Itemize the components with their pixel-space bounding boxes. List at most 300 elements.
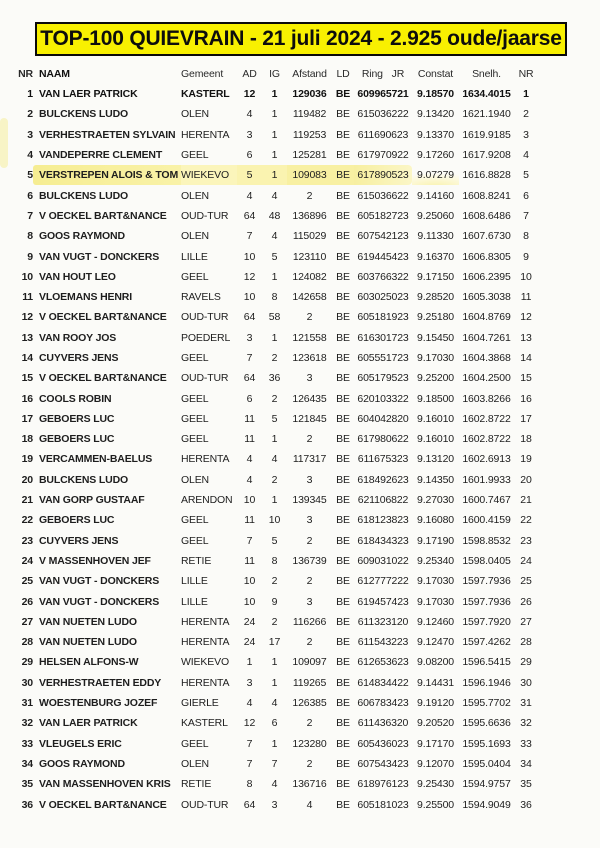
- cell-ring-number: 617980622: [357, 433, 409, 446]
- cell-speed: 1597.7920: [462, 615, 511, 628]
- cell-rank: 16: [21, 392, 33, 405]
- cell-distance: 109097: [292, 656, 327, 669]
- cell-ad: 24: [243, 615, 256, 628]
- cell-country: BE: [336, 534, 350, 547]
- cell-ring-number: 618492623: [357, 473, 409, 486]
- cell-ad: 4: [246, 473, 253, 486]
- table-row: [18, 267, 538, 287]
- cell-distance: 2: [306, 717, 313, 730]
- results-table-body: [18, 84, 538, 815]
- table-row: [18, 226, 538, 246]
- cell-municipality: OLEN: [181, 473, 209, 486]
- cell-ad: 24: [243, 636, 256, 649]
- cell-country: BE: [336, 392, 350, 405]
- cell-ig: 1: [262, 165, 287, 185]
- cell-ig: 1: [271, 494, 278, 507]
- cell-distance: 115029: [292, 230, 327, 243]
- cell-ig: 2: [271, 392, 278, 405]
- cell-country: BE: [336, 656, 350, 669]
- cell-ig: 2: [271, 352, 278, 364]
- cell-speed: 1597.7936: [462, 595, 511, 608]
- cell-ad: 12: [243, 270, 256, 283]
- cell-country: BE: [336, 433, 350, 446]
- results-table: [18, 58, 538, 815]
- cell-ig: 1: [271, 270, 278, 283]
- cell-name: VAN VUGT - DONCKERS: [39, 575, 160, 588]
- cell-rank-repeat: 20: [520, 473, 532, 486]
- cell-distance: 3: [306, 473, 313, 486]
- cell-ig: 1: [271, 656, 278, 669]
- cell-municipality: OUD-TUR: [181, 372, 229, 385]
- cell-country: BE: [336, 250, 350, 263]
- cell-distance: 2: [306, 311, 313, 324]
- cell-clocking-time: 9.14160: [417, 189, 454, 202]
- table-row: [18, 754, 538, 774]
- table-row: [18, 531, 538, 551]
- cell-municipality: KASTERL: [181, 717, 228, 730]
- cell-country: BE: [336, 311, 350, 324]
- cell-speed: 1596.5415: [462, 656, 511, 669]
- cell-ring-number: 603025023: [357, 291, 409, 304]
- cell-distance: 123110: [292, 250, 327, 263]
- table-row: [18, 185, 538, 205]
- cell-ig: 4: [271, 189, 278, 202]
- cell-rank: 10: [21, 270, 33, 283]
- cell-distance: 136716: [292, 778, 327, 791]
- cell-ig: 17: [268, 636, 281, 649]
- cell-rank: 6: [27, 189, 33, 202]
- cell-ring-number: 609965721: [357, 88, 409, 101]
- cell-name: VERSTREPEN ALOIS & TOM: [33, 165, 181, 185]
- cell-speed: 1600.4159: [462, 514, 511, 527]
- cell-ad: 7: [246, 352, 253, 364]
- table-row: [18, 774, 538, 794]
- cell-clocking-time: 9.25060: [417, 209, 454, 222]
- cell-speed: 1594.9757: [462, 778, 511, 791]
- cell-ring-number: 605181923: [357, 311, 409, 324]
- cell-clocking-time: 9.17190: [417, 534, 454, 547]
- cell-ad: 10: [243, 291, 256, 304]
- cell-speed: 1608.8241: [462, 189, 511, 202]
- cell-municipality: GEEL: [181, 534, 209, 547]
- table-row: [18, 348, 538, 368]
- cell-name: WOESTENBURG JOZEF: [39, 697, 158, 710]
- cell-name: BULCKENS LUDO: [39, 189, 129, 202]
- cell-speed: 1598.8532: [462, 534, 511, 547]
- cell-clocking-time: 9.11330: [417, 230, 454, 243]
- cell-municipality: RETIE: [181, 778, 212, 791]
- cell-rank: 8: [27, 230, 33, 243]
- cell-ad: 4: [246, 108, 253, 121]
- cell-municipality: HERENTA: [181, 676, 230, 689]
- cell-distance: 123280: [292, 737, 327, 750]
- cell-country: BE: [336, 270, 350, 283]
- cell-rank-repeat: 18: [520, 433, 532, 446]
- cell-rank-repeat: 34: [520, 757, 532, 770]
- cell-rank: 30: [21, 676, 33, 689]
- cell-clocking-time: 9.25200: [417, 372, 454, 385]
- header-cell-nr2: NR: [518, 68, 534, 80]
- cell-clocking-time: 9.17150: [417, 270, 454, 283]
- cell-ig: 4: [271, 230, 278, 243]
- cell-ring-number: 616301723: [357, 331, 409, 344]
- cell-rank-repeat: 12: [520, 311, 532, 324]
- cell-ad: 12: [243, 717, 256, 730]
- cell-clocking-time: 9.16370: [417, 250, 454, 263]
- cell-municipality: OLEN: [181, 757, 209, 770]
- title-banner: [35, 22, 567, 56]
- cell-rank: 1: [27, 88, 33, 101]
- cell-ig: 1: [271, 108, 278, 121]
- cell-country: BE: [336, 697, 350, 710]
- cell-rank-repeat: 36: [520, 798, 532, 811]
- cell-speed: 1608.6486: [462, 209, 511, 222]
- cell-municipality: OLEN: [181, 230, 209, 243]
- cell-ad: 4: [246, 697, 253, 710]
- results-table-header: [18, 58, 538, 84]
- cell-ig: 4: [271, 778, 278, 791]
- cell-rank: 33: [21, 737, 33, 750]
- cell-ring-number: 619457423: [357, 595, 409, 608]
- cell-rank: 4: [27, 149, 33, 162]
- cell-speed: 1602.6913: [462, 453, 511, 466]
- cell-ring-number: 606783423: [357, 697, 409, 710]
- cell-rank: 23: [21, 534, 33, 547]
- cell-speed: 1600.7467: [462, 494, 511, 507]
- cell-name: VAN VUGT - DONCKERS: [39, 595, 160, 608]
- cell-rank: 11: [22, 291, 33, 304]
- cell-rank-repeat: 14: [520, 352, 532, 364]
- cell-rank: 29: [21, 656, 33, 669]
- cell-municipality: GEEL: [181, 737, 209, 750]
- cell-ring-number: 605181023: [357, 798, 409, 811]
- table-row: [18, 165, 538, 185]
- cell-speed: 1595.1693: [462, 737, 511, 750]
- cell-country: BE: [336, 636, 350, 649]
- cell-speed: 1602.8722: [462, 412, 511, 425]
- cell-rank: 34: [21, 757, 33, 770]
- cell-ig: 58: [268, 311, 281, 324]
- cell-rank: 22: [21, 514, 33, 527]
- cell-rank: 27: [21, 615, 33, 628]
- cell-ig: 1: [271, 331, 278, 344]
- cell-name: VAN VUGT - DONCKERS: [39, 250, 160, 263]
- cell-country: BE: [336, 615, 350, 628]
- cell-clocking-time: 9.27030: [417, 494, 454, 507]
- cell-rank-repeat: 8: [523, 230, 529, 243]
- cell-rank-repeat: 29: [520, 656, 532, 669]
- cell-name: V OECKEL BART&NANCE: [39, 311, 167, 324]
- cell-country: BE: [332, 165, 354, 185]
- header-cell-ld: LD: [336, 68, 350, 80]
- cell-speed: 1617.9208: [462, 149, 511, 162]
- cell-speed: 1595.7702: [462, 697, 511, 710]
- header-cell-nr: NR: [18, 68, 33, 80]
- cell-country: BE: [336, 554, 350, 567]
- cell-name: GEBOERS LUC: [39, 433, 115, 446]
- cell-clocking-time: 9.15450: [417, 331, 454, 344]
- cell-rank-repeat: 5: [523, 169, 529, 182]
- cell-country: BE: [336, 798, 350, 811]
- cell-distance: 139345: [292, 494, 327, 507]
- cell-clocking-time: 9.17260: [417, 149, 454, 162]
- cell-name: VAN GORP GUSTAAF: [39, 494, 145, 507]
- table-row: [18, 388, 538, 408]
- cell-name: VAN NUETEN LUDO: [39, 615, 137, 628]
- cell-name: VAN MASSENHOVEN KRIS: [39, 778, 171, 791]
- cell-country: BE: [336, 717, 350, 730]
- cell-distance: 2: [306, 189, 313, 202]
- cell-speed: 1606.2395: [462, 270, 511, 283]
- cell-ig: 1: [271, 433, 278, 446]
- cell-municipality: KASTERL: [181, 88, 230, 101]
- cell-rank: 14: [21, 352, 33, 364]
- header-cell-naam: NAAM: [39, 68, 70, 80]
- cell-speed: 1604.7261: [462, 331, 511, 344]
- cell-clocking-time: 9.18570: [417, 88, 454, 101]
- cell-country: BE: [336, 128, 350, 141]
- cell-speed: 1605.3038: [462, 291, 511, 304]
- cell-clocking-time: 9.13420: [417, 108, 454, 121]
- cell-name: VAN LAER PATRICK: [39, 717, 138, 730]
- table-row: [18, 206, 538, 226]
- table-row: [18, 409, 538, 429]
- cell-rank-repeat: 35: [520, 778, 532, 791]
- cell-speed: 1594.9049: [462, 798, 511, 811]
- cell-distance: 2: [306, 757, 313, 770]
- cell-ring-number: 611323120: [357, 615, 409, 628]
- cell-ad: 64: [243, 311, 256, 324]
- cell-rank: 24: [21, 554, 33, 567]
- cell-distance: 124082: [292, 270, 327, 283]
- header-cell-snelh: Snelh.: [472, 68, 501, 80]
- cell-name: BULCKENS LUDO: [39, 108, 129, 121]
- cell-municipality: ARENDON: [181, 494, 233, 507]
- cell-ring-number: 611675323: [357, 453, 409, 466]
- cell-rank: 32: [21, 717, 33, 730]
- cell-speed: 1619.9185: [462, 128, 511, 141]
- cell-rank-repeat: 4: [523, 149, 529, 162]
- cell-rank-repeat: 21: [520, 494, 532, 507]
- cell-rank-repeat: 7: [523, 209, 529, 222]
- cell-name: VANDEPERRE CLEMENT: [39, 149, 163, 162]
- header-cell-ring-jr: Ring JR: [361, 68, 405, 80]
- cell-ring-number: 611436320: [357, 717, 409, 730]
- cell-ring-number: 618976123: [357, 778, 409, 791]
- cell-clocking-time: 9.25430: [417, 778, 454, 791]
- cell-ring-number: 618123823: [357, 514, 409, 527]
- cell-name: GEBOERS LUC: [39, 514, 115, 527]
- cell-speed: 1597.4262: [462, 636, 511, 649]
- cell-ad: 4: [246, 189, 253, 202]
- cell-clocking-time: 9.25340: [417, 554, 454, 567]
- cell-ig: 5: [271, 412, 278, 425]
- cell-ad: 5: [237, 165, 262, 185]
- cell-ring-number: 612653623: [357, 656, 409, 669]
- table-row: [18, 612, 538, 632]
- cell-distance: 3: [306, 514, 313, 527]
- cell-municipality: GEEL: [181, 514, 209, 527]
- cell-clocking-time: 9.17030: [417, 575, 454, 588]
- cell-rank: 25: [21, 575, 33, 588]
- cell-country: BE: [336, 149, 350, 162]
- cell-rank-repeat: 22: [520, 514, 532, 527]
- cell-ad: 10: [243, 250, 256, 263]
- cell-rank-repeat: 30: [520, 676, 532, 689]
- cell-clocking-time: 9.16080: [417, 514, 454, 527]
- table-row: [18, 84, 538, 104]
- cell-name: HELSEN ALFONS-W: [39, 656, 139, 669]
- cell-municipality: HERENTA: [181, 615, 230, 628]
- cell-distance: 136896: [292, 209, 327, 222]
- cell-name: COOLS ROBIN: [39, 392, 112, 405]
- cell-distance: 129036: [292, 88, 327, 101]
- cell-rank: 13: [21, 331, 33, 344]
- cell-country: BE: [336, 352, 350, 364]
- cell-distance: 2: [306, 575, 313, 588]
- cell-ring-number: 607542123: [357, 230, 409, 243]
- table-row: [18, 693, 538, 713]
- cell-speed: 1607.6730: [462, 230, 511, 243]
- cell-ring-number: 604042820: [357, 412, 409, 425]
- cell-ring-number: 609031022: [357, 554, 409, 567]
- table-row: [18, 713, 538, 733]
- cell-speed: 1604.8769: [462, 311, 511, 324]
- cell-distance: 2: [306, 636, 313, 649]
- table-row: [18, 145, 538, 165]
- cell-speed: 1621.1940: [462, 108, 511, 121]
- cell-name: GOOS RAYMOND: [39, 757, 125, 770]
- cell-ad: 11: [244, 514, 255, 527]
- cell-speed: 1606.8305: [462, 250, 511, 263]
- cell-name: VERHESTRAETEN EDDY: [39, 676, 162, 689]
- cell-country: BE: [336, 209, 350, 222]
- cell-speed: 1602.8722: [462, 433, 511, 446]
- cell-ad: 7: [246, 230, 253, 243]
- table-row: [18, 490, 538, 510]
- cell-ring-number: 603766322: [357, 270, 409, 283]
- cell-ring-number: 605436023: [357, 737, 409, 750]
- table-row: [18, 571, 538, 591]
- cell-municipality: GIERLE: [181, 697, 219, 710]
- cell-country: BE: [336, 108, 350, 121]
- cell-clocking-time: 9.13120: [417, 453, 454, 466]
- cell-distance: 123618: [292, 352, 327, 364]
- cell-country: BE: [336, 595, 350, 608]
- cell-ad: 4: [246, 453, 253, 466]
- table-row: [18, 652, 538, 672]
- cell-clocking-time: 9.28520: [417, 291, 454, 304]
- cell-rank: 12: [21, 311, 33, 324]
- header-cell-afstand: Afstand: [292, 68, 327, 80]
- cell-ring-number: 619445423: [357, 250, 409, 263]
- cell-country: BE: [336, 189, 350, 202]
- cell-ig: 2: [271, 575, 278, 588]
- cell-ad: 1: [246, 656, 253, 669]
- cell-name: V OECKEL BART&NANCE: [39, 209, 167, 222]
- table-row: [18, 470, 538, 490]
- cell-clocking-time: 9.14350: [417, 473, 454, 486]
- header-cell-constat: Constat: [417, 68, 454, 80]
- cell-rank-repeat: 13: [520, 331, 532, 344]
- cell-rank-repeat: 33: [520, 737, 532, 750]
- cell-clocking-time: 9.18500: [417, 392, 454, 405]
- cell-ad: 64: [243, 798, 256, 811]
- cell-ig: 4: [271, 453, 278, 466]
- cell-municipality: GEEL: [181, 392, 209, 405]
- cell-municipality: WIEKEVO: [181, 656, 229, 669]
- cell-distance: 119265: [292, 676, 327, 689]
- cell-rank-repeat: 6: [523, 189, 529, 202]
- cell-municipality: LILLE: [181, 595, 208, 608]
- cell-clocking-time: 9.12470: [417, 636, 454, 649]
- cell-ig: 10: [268, 514, 281, 527]
- cell-distance: 3: [306, 372, 313, 385]
- cell-distance: 109083: [287, 165, 332, 185]
- cell-ig: 9: [271, 595, 278, 608]
- cell-country: BE: [336, 737, 350, 750]
- table-row: [18, 429, 538, 449]
- table-row: [18, 510, 538, 530]
- table-row: [18, 632, 538, 652]
- cell-clocking-time: 9.25180: [417, 311, 454, 324]
- cell-country: BE: [336, 494, 350, 507]
- cell-name: GEBOERS LUC: [39, 412, 115, 425]
- cell-municipality: LILLE: [181, 575, 208, 588]
- cell-rank: 20: [21, 473, 33, 486]
- cell-country: BE: [336, 676, 350, 689]
- cell-country: BE: [336, 514, 350, 527]
- header-cell-ig: IG: [269, 68, 280, 80]
- table-row: [18, 551, 538, 571]
- cell-ig: 7: [271, 757, 278, 770]
- cell-municipality: RETIE: [181, 554, 212, 567]
- cell-rank: 18: [21, 433, 33, 446]
- cell-distance: 119482: [292, 108, 327, 121]
- cell-ig: 1: [271, 737, 278, 750]
- cell-speed: 1603.8266: [462, 392, 511, 405]
- cell-ig: 8: [271, 291, 278, 304]
- cell-rank: 3: [27, 128, 33, 141]
- cell-rank-repeat: 11: [520, 291, 532, 304]
- cell-country: BE: [336, 778, 350, 791]
- cell-ring-number: 611543223: [357, 636, 409, 649]
- table-row: [18, 328, 538, 348]
- cell-municipality: WIEKEVO: [181, 165, 237, 185]
- cell-rank: 26: [21, 595, 33, 608]
- cell-ring-number: 611690623: [357, 128, 409, 141]
- cell-name: VERCAMMEN-BAELUS: [39, 453, 153, 466]
- cell-name: VLOEMANS HENRI: [39, 291, 132, 304]
- cell-rank-repeat: 2: [523, 108, 529, 121]
- cell-clocking-time: 9.12070: [417, 757, 454, 770]
- cell-ad: 64: [243, 372, 256, 385]
- cell-ig: 2: [271, 615, 278, 628]
- cell-ad: 64: [243, 209, 256, 222]
- cell-municipality: RAVELS: [181, 291, 221, 304]
- cell-rank: 35: [21, 778, 33, 791]
- cell-ring-number: 607543423: [357, 757, 409, 770]
- cell-ig: 1: [271, 128, 278, 141]
- cell-ring-number: 605179523: [357, 372, 409, 385]
- cell-distance: 3: [306, 595, 313, 608]
- cell-name: V OECKEL BART&NANCE: [39, 372, 167, 385]
- cell-name: V OECKEL BART&NANCE: [39, 798, 167, 811]
- cell-country: BE: [336, 372, 350, 385]
- table-row: [18, 591, 538, 611]
- cell-municipality: GEEL: [181, 270, 209, 283]
- cell-clocking-time: 9.25500: [417, 798, 454, 811]
